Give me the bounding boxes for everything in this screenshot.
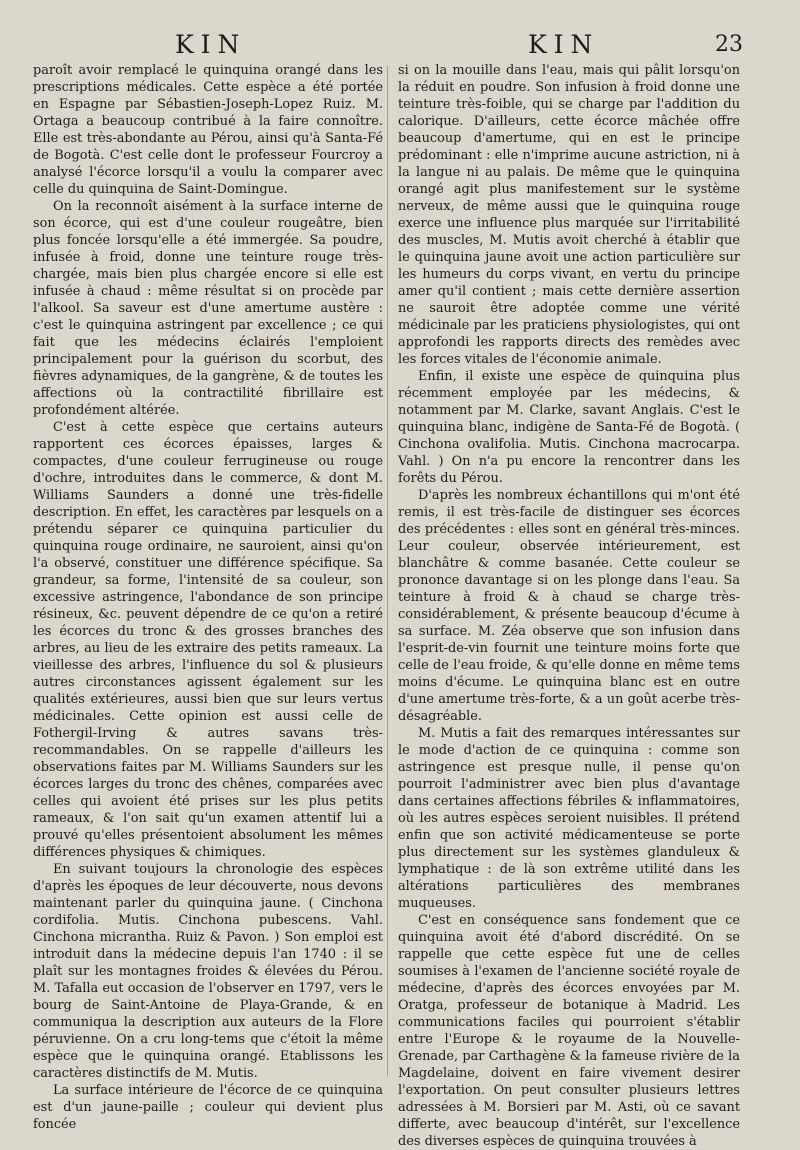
paragraph: paroît avoir remplacé le quinquina orangé dans les prescriptions médicales. Cette espèce a été portée en Espagne par Sébastien-Joseph-Lopez Ruiz. M. Ortaga a beaucoup contribué à la faire connoître. Elle est très-abondante au Pérou, ainsi qu'à Santa-Fé de Bogotà. C'est celle dont le professeur Fourcroy a analysé l'écorce lorsqu'il a voulu la comparer avec celle du quinquina de Saint-Domingue. <box>33 63 383 197</box>
paragraph: Enfin, il existe une espèce de quinquina plus récemment employée par les médecins, & notamment par M. Clarke, savant Anglais. C'est le quinquina blanc, indigène de Santa-Fé de Bogotà. ( Cinchona ovalifolia. Mutis. Cinchona macrocarpa. Vahl. ) On n'a pu encore la rencontrer dans les forêts du Pérou. <box>398 369 740 486</box>
paragraph: C'est à cette espèce que certains auteurs rapportent ces écorces épaisses, larges & compactes, d'une couleur ferrugineuse ou rouge d'ochre, introduites dans le commerce, & dont M. Williams Saunders a donné une très-fidelle description. En effet, les caractères par lesquels on a prétendu séparer ce quinquina particulier du quinquina rouge ordinaire, ne sauroient, ainsi qu'on l'a observé, constituer une différence spécifique. Sa grandeur, sa forme, l'intensité de sa couleur, son excessive astringence, l'abondance de son principe résineux, &c. peuvent dépendre de ce qu'on a retiré les écorces du tronc & des grosses branches des arbres, au lieu de les extraire des petits rameaux. La vieillesse des arbres, l'influence du sol & plusieurs autres circonstances agissent également sur les qualités extérieures, aussi bien que sur leurs vertus médicinales. Cette opinion est aussi celle de Fothergil-Irving & autres savans très-recommandables. On se rappelle d'ailleurs les observations faites par M. Williams Saunders sur les écorces larges du tronc des chênes, comparées avec celles qui avoient été prises sur les plus petits rameaux, & l'on sait qu'un examen attentif lui a prouvé qu'elles présentoient absolument les mêmes différences physiques & chimiques. <box>33 420 383 860</box>
paragraph: On la reconnoît aisément à la surface interne de son écorce, qui est d'une couleur rougeâtre, bien plus foncée lorsqu'elle a été immergée. Sa poudre, infusée à froid, donne une teinture rouge très-chargée, mais bien plus chargée encore si elle est infusée à chaud : même résultat si on procède par l'alkool. Sa saveur est d'une amertume austère : c'est le quinquina astringent par excellence ; ce qui fait que les médecins éclairés l'emploient principalement pour la guérison du scorbut, des fièvres adynamiques, de la gangrène, & de toutes les affections où la contractilité fibrillaire est profondément altérée. <box>33 199 383 418</box>
paragraph: C'est en conséquence sans fondement que ce quinquina avoit été d'abord discrédité. On se rappelle que cette espèce fut une de celles soumises à l'examen de l'ancienne société royale de médecine, d'après des écorces envoyées par M. Oratga, professeur de botanique à Madrid. Les communications faciles qui pourroient s'établir entre l'Europe & le royaume de la Nouvelle-Grenade, par Carthagène & la fameuse rivière de la Magdelaine, doivent en faire vivement desirer l'exportation. On peut consulter plusieurs lettres adressées à M. Borsieri par M. Asti, où ce savant differte, avec beaucoup d'intérêt, sur l'excellence des diverses espèces de quinquina trouvées à <box>398 913 740 1149</box>
right-column <box>398 62 740 1149</box>
column-divider <box>387 66 388 1076</box>
running-head-left: KIN <box>175 30 247 59</box>
left-column <box>33 62 383 1132</box>
paragraph: La surface intérieure de l'écorce de ce quinquina est d'un jaune-paille ; couleur qui devient plus foncée <box>33 1083 383 1132</box>
paragraph: M. Mutis a fait des remarques intéressantes sur le mode d'action de ce quinquina : comme son astringence est presque nulle, il pense qu'on pourroit l'administrer avec bien plus d'avantage dans certaines affections fébriles & inflammatoires, où les autres espèces seroient nuisibles. Il prétend enfin que son activité médicamenteuse se porte plus directement sur les systèmes glanduleux & lymphatique : de là son extrême utilité dans les altérations particulières des membranes muqueuses. <box>398 726 740 911</box>
running-head-right: KIN <box>528 30 600 59</box>
paragraph: En suivant toujours la chronologie des espèces d'après les époques de leur découverte, nous devons maintenant parler du quinquina jaune. ( Cinchona cordifolia. Mutis. Cinchona pubescens. Vahl. Cinchona micrantha. Ruiz & Pavon. ) Son emploi est introduit dans la médecine depuis l'an 1740 : il se plaît sur les montagnes froides & élevées du Pérou. M. Tafalla eut occasion de l'observer en 1797, vers le bourg de Saint-Antoine de Playa-Grande, & en communiqua la description aux auteurs de la Flore péruvienne. On a cru long-tems que c'étoit la même espèce que le quinquina orangé. Etablissons les caractères distinctifs de M. Mutis. <box>33 862 383 1081</box>
paragraph: si on la mouille dans l'eau, mais qui pâlit lorsqu'on la réduit en poudre. Son infusion à froid donne une teinture très-foible, qui se charge par l'addition du calorique. D'ailleurs, cette écorce mâchée offre beaucoup d'amertume, qui en est le principe prédominant : elle n'imprime aucune astriction, ni à la langue ni au palais. De même que le quinquina orangé agit plus manifestement sur le système nerveux, de même aussi que le quinquina rouge exerce une influence plus marquée sur l'irritabilité des muscles, M. Mutis avoit cherché à établir que le quinquina jaune avoit une action particulière sur les humeurs du corps vivant, en vertu du principe amer qu'il contient ; mais cette dernière assertion ne sauroit être adoptée comme une vérité médicinale par les praticiens physiologistes, qui ont approfondi les rapports directs des remèdes avec les forces vitales de l'économie animale. <box>398 63 740 367</box>
paragraph: D'après les nombreux échantillons qui m'ont été remis, il est très-facile de distinguer ses écorces des précédentes : elles sont en général très-minces. Leur couleur, observée intérieurement, est blanchâtre & comme basanée. Cette couleur se prononce davantage si on les plonge dans l'eau. Sa teinture à froid & à chaud se charge très-considérablement, & présente beaucoup d'écume à sa surface. M. Zéa observe que son infusion dans l'esprit-de-vin fournit une teinture moins forte que celle de l'eau froide, & qu'elle donne en même tems moins d'écume. Le quinquina blanc est en outre d'une amertume très-forte, & a un goût acerbe très-désagréable. <box>398 488 740 724</box>
page-number: 23 <box>715 32 743 57</box>
